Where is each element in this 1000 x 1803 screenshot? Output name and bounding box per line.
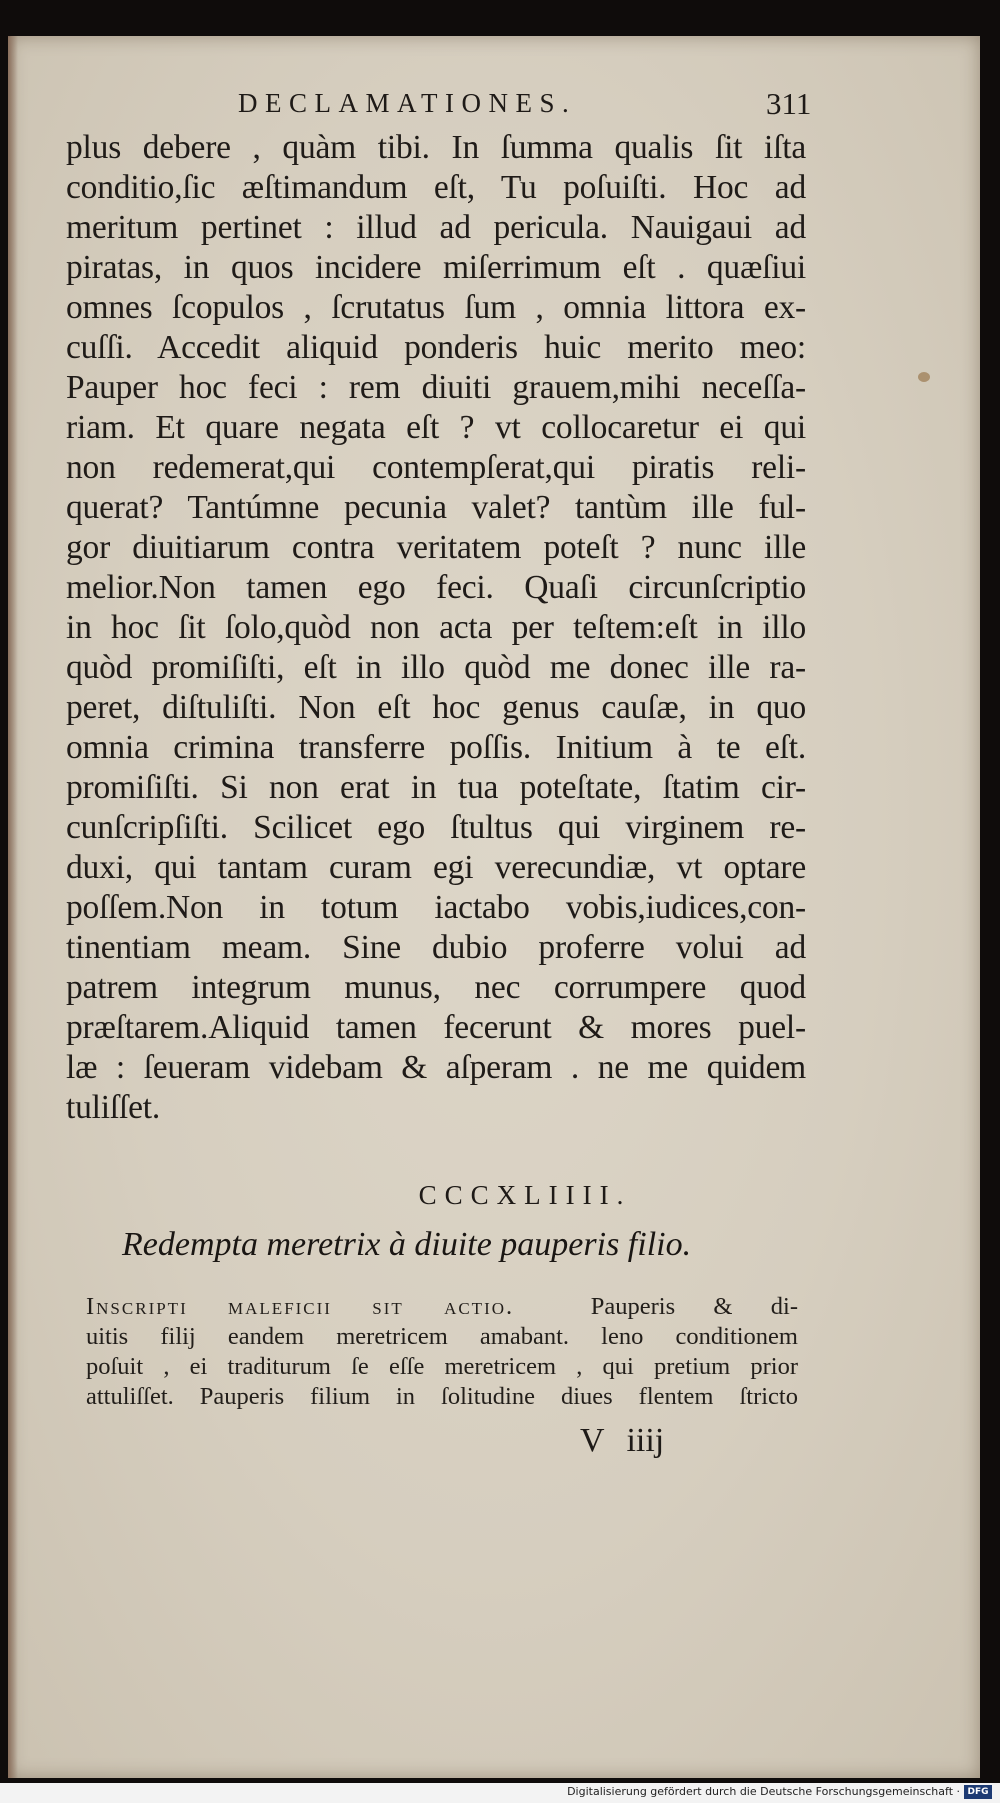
argument-line: [86, 1292, 798, 1322]
text-line: in hoc ſit ſolo,quòd non acta per teſtem:eſt in illo: [66, 609, 806, 646]
text-line: promiſiſti. Si non erat in tua poteſtate, ſtatim cir-: [66, 769, 806, 806]
section-number-text: CCCXLIIII.: [418, 1180, 632, 1210]
text-line: non redemerat,qui contempſerat,qui piratis reli-: [66, 449, 806, 486]
text-line: melior.Non tamen ego feci. Quaſi circunſcriptio: [66, 569, 806, 606]
dfg-logo: DFG: [964, 1785, 992, 1799]
argument-line: uitis filij eandem meretricem amabant. leno conditionem: [86, 1323, 798, 1350]
paper-stain: [918, 372, 930, 382]
digitization-footer: [0, 1783, 1000, 1803]
text-line: Pauper hoc feci : rem diuiti grauem,mihi neceſſa-: [66, 369, 806, 406]
text-line: meritum pertinet : illud ad pericula. Nauigaui ad: [66, 209, 806, 246]
argument-text: [86, 1292, 798, 1412]
text-line: peret, diſtuliſti. Non eſt hoc genus cauſæ, in quo: [66, 689, 806, 726]
text-line: tuliſſet.: [66, 1089, 161, 1126]
text-line: plus debere , quàm tibi. In ſumma qualis ſit iſta: [66, 129, 806, 166]
text-line: quòd promiſiſti, eſt in illo quòd me donec ille ra-: [66, 649, 806, 686]
text-line: patrem integrum munus, nec corrumpere quod: [66, 969, 806, 1006]
text-line: riam. Et quare negata eſt ? vt collocaretur ei qui: [66, 409, 806, 446]
text-line: præſtarem.Aliquid tamen fecerunt & mores puel-: [66, 1009, 806, 1046]
text-line: omnes ſcopulos , ſcrutatus ſum , omnia littora ex-: [66, 289, 806, 326]
signature-mark: V iiij: [580, 1422, 665, 1459]
text-line: cuſſi. Accedit aliquid ponderis huic merito meo:: [66, 329, 806, 366]
text-line: conditio,ſic æſtimandum eſt, Tu poſuiſti. Hoc ad: [66, 169, 806, 206]
argument-line: attuliſſet. Pauperis filium in ſolitudine diues flentem ſtricto: [86, 1383, 798, 1410]
argument-lead: Inscripti maleficii sit actio.: [86, 1293, 515, 1320]
section-number: [0, 1180, 1000, 1211]
argument-first-rest: Pauperis & di-: [590, 1293, 798, 1320]
text-line: piratas, in quos incidere miſerrimum eſt . quæſiui: [66, 249, 806, 286]
body-text: [66, 128, 806, 1128]
running-title: DECLAMATIONES.: [238, 88, 577, 118]
text-line: cunſcripſiſti. Scilicet ego ſtultus qui virginem re-: [66, 809, 806, 846]
text-line: querat? Tantúmne pecunia valet? tantùm ille ful-: [66, 489, 806, 526]
text-line: gor diuitiarum contra veritatem poteſt ? nunc ille: [66, 529, 806, 566]
page-number: 311: [766, 86, 812, 121]
page-edge-shadow: [8, 36, 18, 1778]
text-line: tinentiam meam. Sine dubio proferre volui ad: [66, 929, 806, 966]
text-line: duxi, qui tantam curam egi verecundiæ, vt optare: [66, 849, 806, 886]
text-line: omnia crimina transferre poſſis. Initium à te eſt.: [66, 729, 806, 766]
footer-credit: Digitalisierung gefördert durch die Deutsche Forschungsgemeinschaft ·: [567, 1785, 960, 1798]
argument-line: poſuit , ei traditurum ſe eſſe meretricem , qui pretium prior: [86, 1353, 798, 1380]
section-heading: Redempta meretrix à diuite pauperis filio.: [122, 1226, 692, 1263]
text-line: læ : ſeueram videbam & aſperam . ne me quidem: [66, 1049, 806, 1086]
text-line: poſſem.Non in totum iactabo vobis,iudices,con-: [66, 889, 806, 926]
